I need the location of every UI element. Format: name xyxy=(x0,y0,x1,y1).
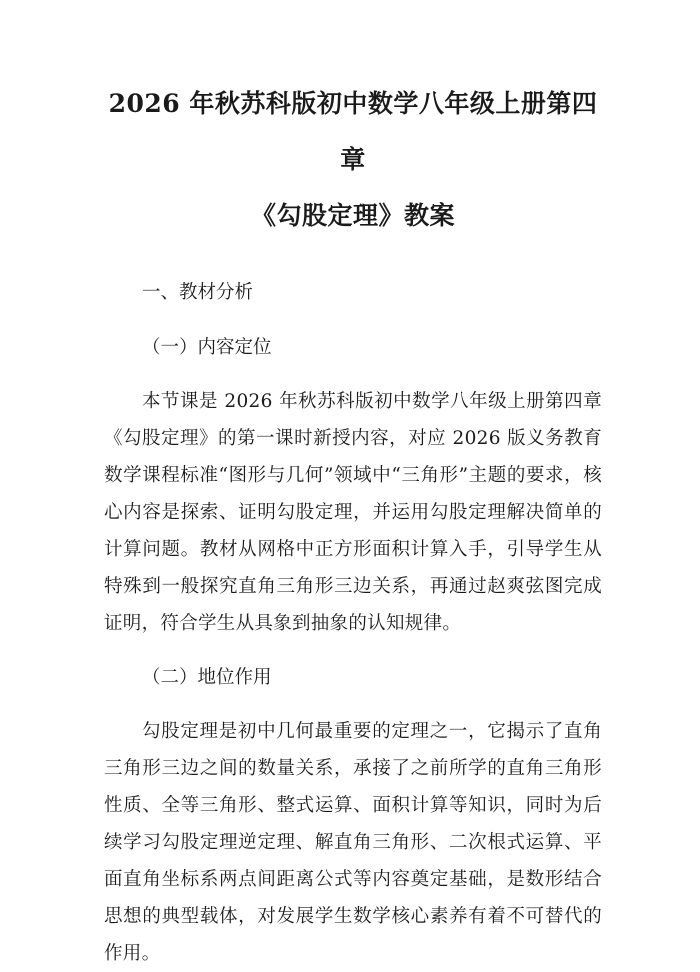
document-title-line1: 2026 年秋苏科版初中数学八年级上册第四章 xyxy=(108,89,598,174)
document-title-line2: 《勾股定理》教案 xyxy=(250,201,455,230)
paragraph-content-positioning: 本节课是 2026 年秋苏科版初中数学八年级上册第四章《勾股定理》的第一课时新授内容，对应 2026 版义务教育数学课程标准“图形与几何”领域中“三角形”主题的要求，核心内容是探索、证明勾股定理，并运用勾股定理解决简单的计算问题。教材从网格中正方形面积计算入手，引导学生从特殊到一般探究直角三角形三边关系，再通过赵爽弦图完成证明，符合学生从具象到抽象的认知规律。 xyxy=(104,391,602,634)
subsection-heading-content-positioning: （一）内容定位 xyxy=(142,337,272,358)
subsection-heading-status-role: （二）地位作用 xyxy=(142,667,272,688)
paragraph-status-role: 勾股定理是初中几何最重要的定理之一，它揭示了直角三角形三边之间的数量关系，承接了之前所学的直角三角形性质、全等三角形、整式运算、面积计算等知识，同时为后续学习勾股定理逆定理、解直角三角形、二次根式运算、平面直角坐标系两点间距离公式等内容奠定基础，是数形结合思想的典型载体，对发展学生数学核心素养有着不可替代的作用。 xyxy=(104,721,602,964)
section-heading-textbook-analysis: 一、教材分析 xyxy=(142,282,254,303)
